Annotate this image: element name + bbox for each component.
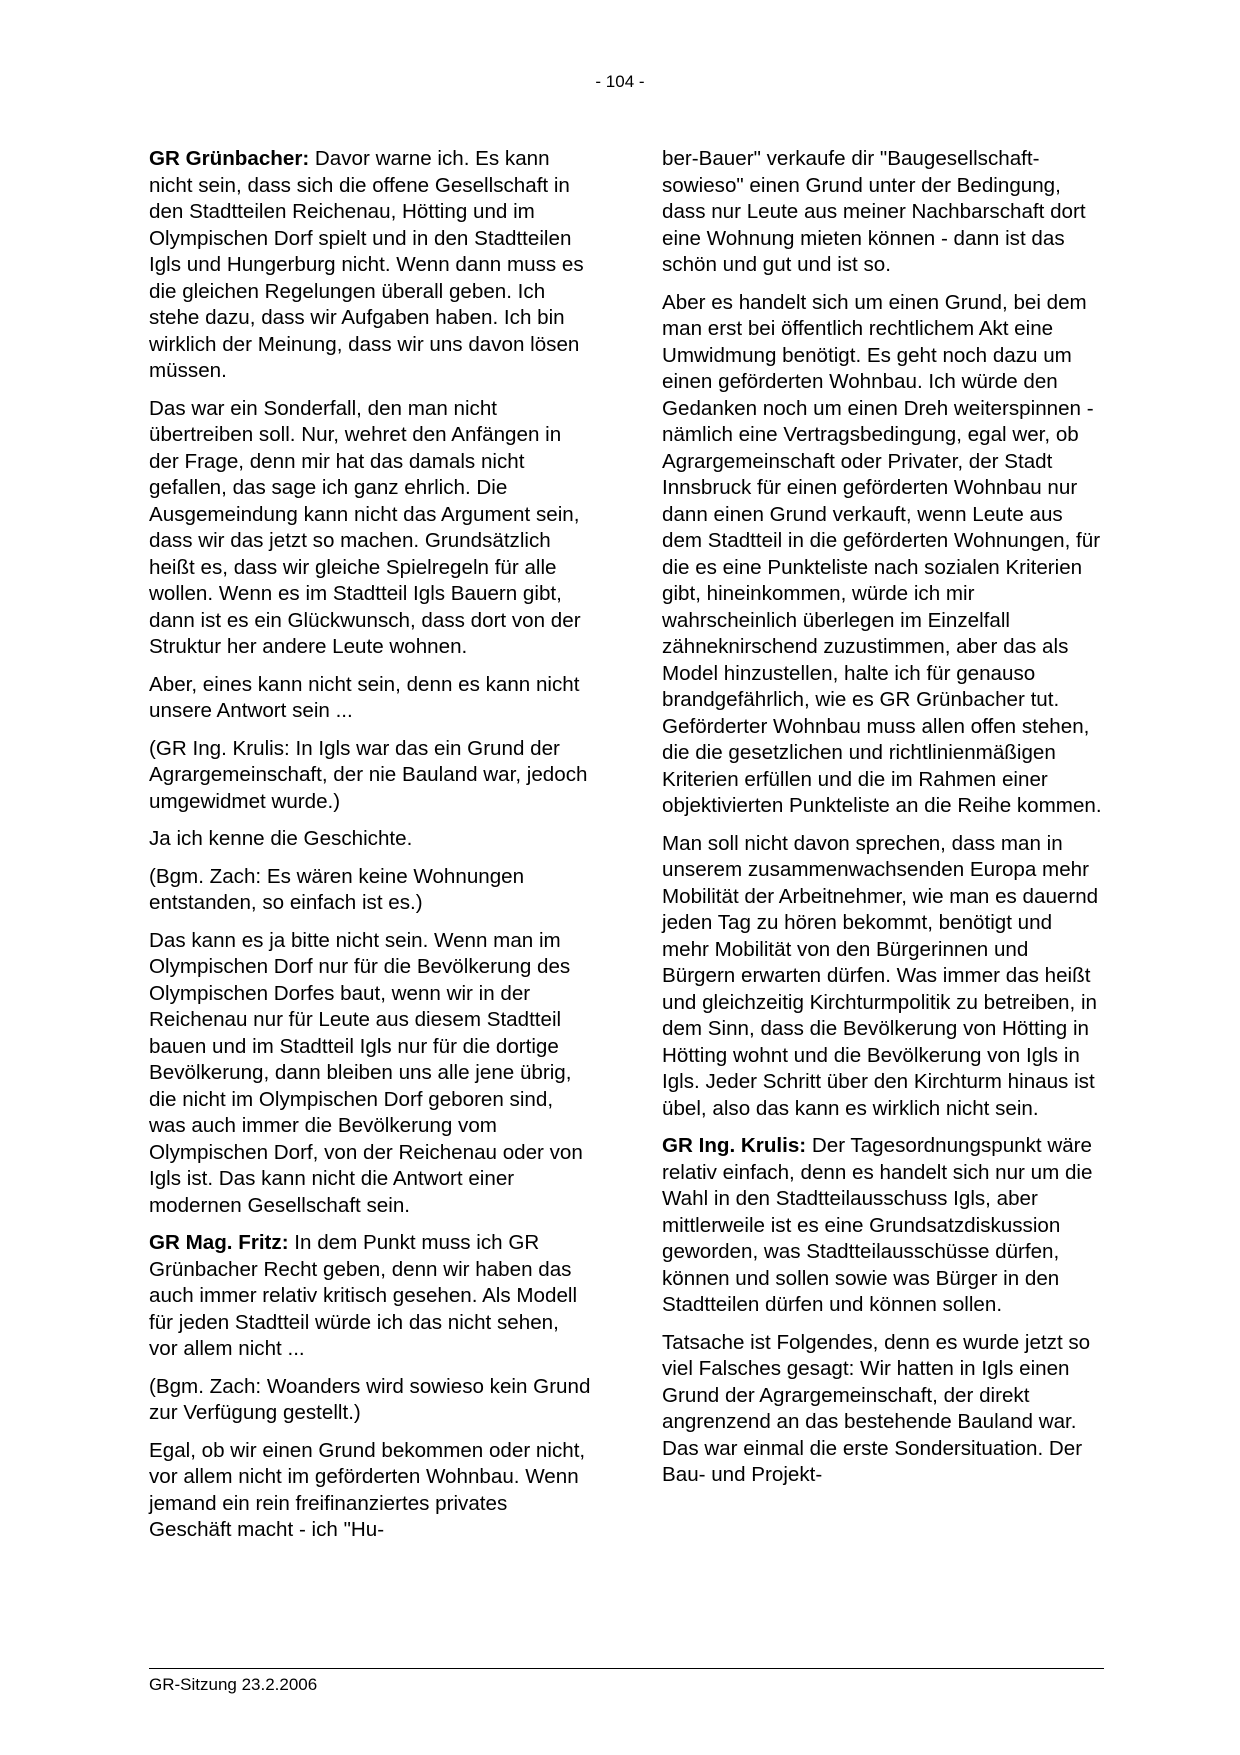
paragraph bbox=[662, 146, 1104, 279]
paragraph bbox=[662, 831, 1104, 1123]
paragraph bbox=[149, 1230, 591, 1363]
paragraph-text: Das kann es ja bitte nicht sein. Wenn man im Olympischen Dorf nur für die Bevölkerung des Olympischen Dorfes baut, wenn wir in der Reichenau nur für Leute aus diesem Stadtteil bauen und im Stadtteil Igls nur für die dortige Bevölkerung, dann bleiben uns alle jene übrig, die nicht im Olympischen Dorf geboren sind, was auch immer die Bevölkerung vom Olympischen Dorf, von der Reichenau oder von Igls ist. Das kann nicht die Antwort einer modernen Gesellschaft sein. bbox=[149, 928, 583, 1217]
paragraph bbox=[662, 1330, 1104, 1489]
paragraph bbox=[149, 826, 591, 853]
paragraph-text: Aber es handelt sich um einen Grund, bei dem man erst bei öffentlich rechtlichem Akt eine Umwidmung benötigt. Es geht noch dazu um einen geförderten Wohnbau. Ich würde den Gedanken noch um einen Dreh weiterspinnen - nämlich eine Vertragsbedingung, egal wer, ob Agrargemeinschaft oder Privater, der Stadt Innsbruck für einen geförderten Wohnbau nur dann einen Grund verkauft, wenn Leute aus dem Stadtteil in die geförderten Wohnungen, für die es eine Punkteliste nach sozialen Kriterien gibt, hineinkommen, würde ich mir wahrscheinlich überlegen im Einzelfall zähneknirschend zuzustimmen, aber das als Model hinzustellen, halte ich für genauso brandgefährlich, wie es GR Grünbacher tut. Geförderter Wohnbau muss allen offen stehen, die die gesetzlichen und richtlinienmäßigen Kriterien erfüllen und die im Rahmen einer objektivierten Punkteliste an die Reihe kommen. bbox=[662, 290, 1102, 817]
paragraph-text: Davor warne ich. Es kann nicht sein, dass sich die offene Gesellschaft in den Stadtteilen Reichenau, Hötting und im Olympischen Dorf spielt und in den Stadtteilen Igls und Hungerburg nicht. Wenn dann muss es die gleichen Regelungen überall geben. Ich stehe dazu, dass wir Aufgaben haben. Ich bin wirklich der Meinung, dass wir uns davon lösen müssen. bbox=[149, 147, 584, 382]
interjection bbox=[149, 864, 591, 917]
paragraph-text: Egal, ob wir einen Grund bekommen oder nicht, vor allem nicht im geförderten Wohnbau. Wenn jemand ein rein freifinanziertes privates Geschäft macht - ich "Hu- bbox=[149, 1438, 586, 1541]
interjection bbox=[149, 1374, 591, 1427]
speaker-name: GR Ing. Krulis: bbox=[662, 1134, 807, 1157]
paragraph-text: Das war ein Sonderfall, den man nicht übertreiben soll. Nur, wehret den Anfängen in der Frage, denn mir hat das damals nicht gefallen, das sage ich ganz ehrlich. Die Ausgemeindung kann nicht das Argument sein, dass wir das jetzt so machen. Grundsätzlich heißt es, dass wir gleiche Spielregeln für alle wollen. Wenn es im Stadtteil Igls Bauern gibt, dann ist es ein Glückwunsch, dass dort von der Struktur her andere Leute wohnen. bbox=[149, 396, 581, 658]
paragraph-text: Tatsache ist Folgendes, denn es wurde jetzt so viel Falsches gesagt: Wir hatten in Igls einen Grund der Agrargemeinschaft, der direkt angrenzend an das bestehende Bauland war. Das war einmal die erste Sondersituation. Der Bau- und Projekt- bbox=[662, 1330, 1091, 1486]
footer-divider bbox=[149, 1668, 1104, 1669]
paragraph-text: Der Tagesordnungspunkt wäre relativ einfach, denn es handelt sich nur um die Wahl in den Stadtteilausschuss Igls, aber mittlerweile ist es eine Grundsatzdiskussion geworden, was Stadtteilausschüsse dürfen, können und sollen sowie was Bürger in den Stadtteilen dürfen und können sollen. bbox=[662, 1134, 1093, 1316]
interjection bbox=[149, 736, 591, 816]
paragraph bbox=[149, 928, 591, 1220]
paragraph-text: Aber, eines kann nicht sein, denn es kann nicht unsere Antwort sein ... bbox=[149, 672, 580, 722]
paragraph bbox=[662, 1133, 1104, 1319]
footer-session-label: GR-Sitzung 23.2.2006 bbox=[149, 1675, 318, 1694]
paragraph-text: In dem Punkt muss ich GR Grünbacher Recht geben, denn wir haben das auch immer relativ kritisch gesehen. Als Modell für jeden Stadtteil würde ich das nicht sehen, vor allem nicht ... bbox=[149, 1231, 578, 1360]
paragraph-text: (GR Ing. Krulis: In Igls war das ein Grund der Agrargemeinschaft, der nie Bauland war, jedoch umgewidmet wurde.) bbox=[149, 736, 588, 813]
speaker-name: GR Mag. Fritz: bbox=[149, 1231, 289, 1254]
page-number: - 104 - bbox=[595, 72, 645, 91]
paragraph-text: ber-Bauer" verkaufe dir "Baugesellschaft-sowieso" einen Grund unter der Bedingung, dass nur Leute aus meiner Nachbarschaft dort eine Wohnung mieten können - dann ist das schön und gut und ist so. bbox=[662, 147, 1086, 276]
paragraph-text: (Bgm. Zach: Es wären keine Wohnungen entstanden, so einfach ist es.) bbox=[149, 864, 525, 914]
paragraph bbox=[149, 146, 591, 385]
paragraph bbox=[662, 290, 1104, 820]
right-column bbox=[662, 146, 1104, 1500]
speaker-name: GR Grünbacher: bbox=[149, 147, 310, 170]
paragraph bbox=[149, 1438, 591, 1544]
paragraph-text: Ja ich kenne die Geschichte. bbox=[149, 827, 413, 850]
paragraph bbox=[149, 672, 591, 725]
paragraph-text: Man soll nicht davon sprechen, dass man in unserem zusammenwachsenden Europa mehr Mobilität der Arbeitnehmer, wie man es dauernd jeden Tag zu hören bekommt, benötigt und mehr Mobilität von den Bürgerinnen und Bürgern erwarten dürfen. Was immer das heißt und gleichzeitig Kirchturmpolitik zu betreiben, in dem Sinn, dass die Bevölkerung von Hötting in Hötting wohnt und die Bevölkerung von Igls in Igls. Jeder Schritt über den Kirchturm hinaus ist übel, also das kann es wirklich nicht sein. bbox=[662, 831, 1099, 1120]
paragraph-text: (Bgm. Zach: Woanders wird sowieso kein Grund zur Verfügung gestellt.) bbox=[149, 1374, 591, 1424]
paragraph bbox=[149, 396, 591, 661]
left-column bbox=[149, 146, 591, 1555]
